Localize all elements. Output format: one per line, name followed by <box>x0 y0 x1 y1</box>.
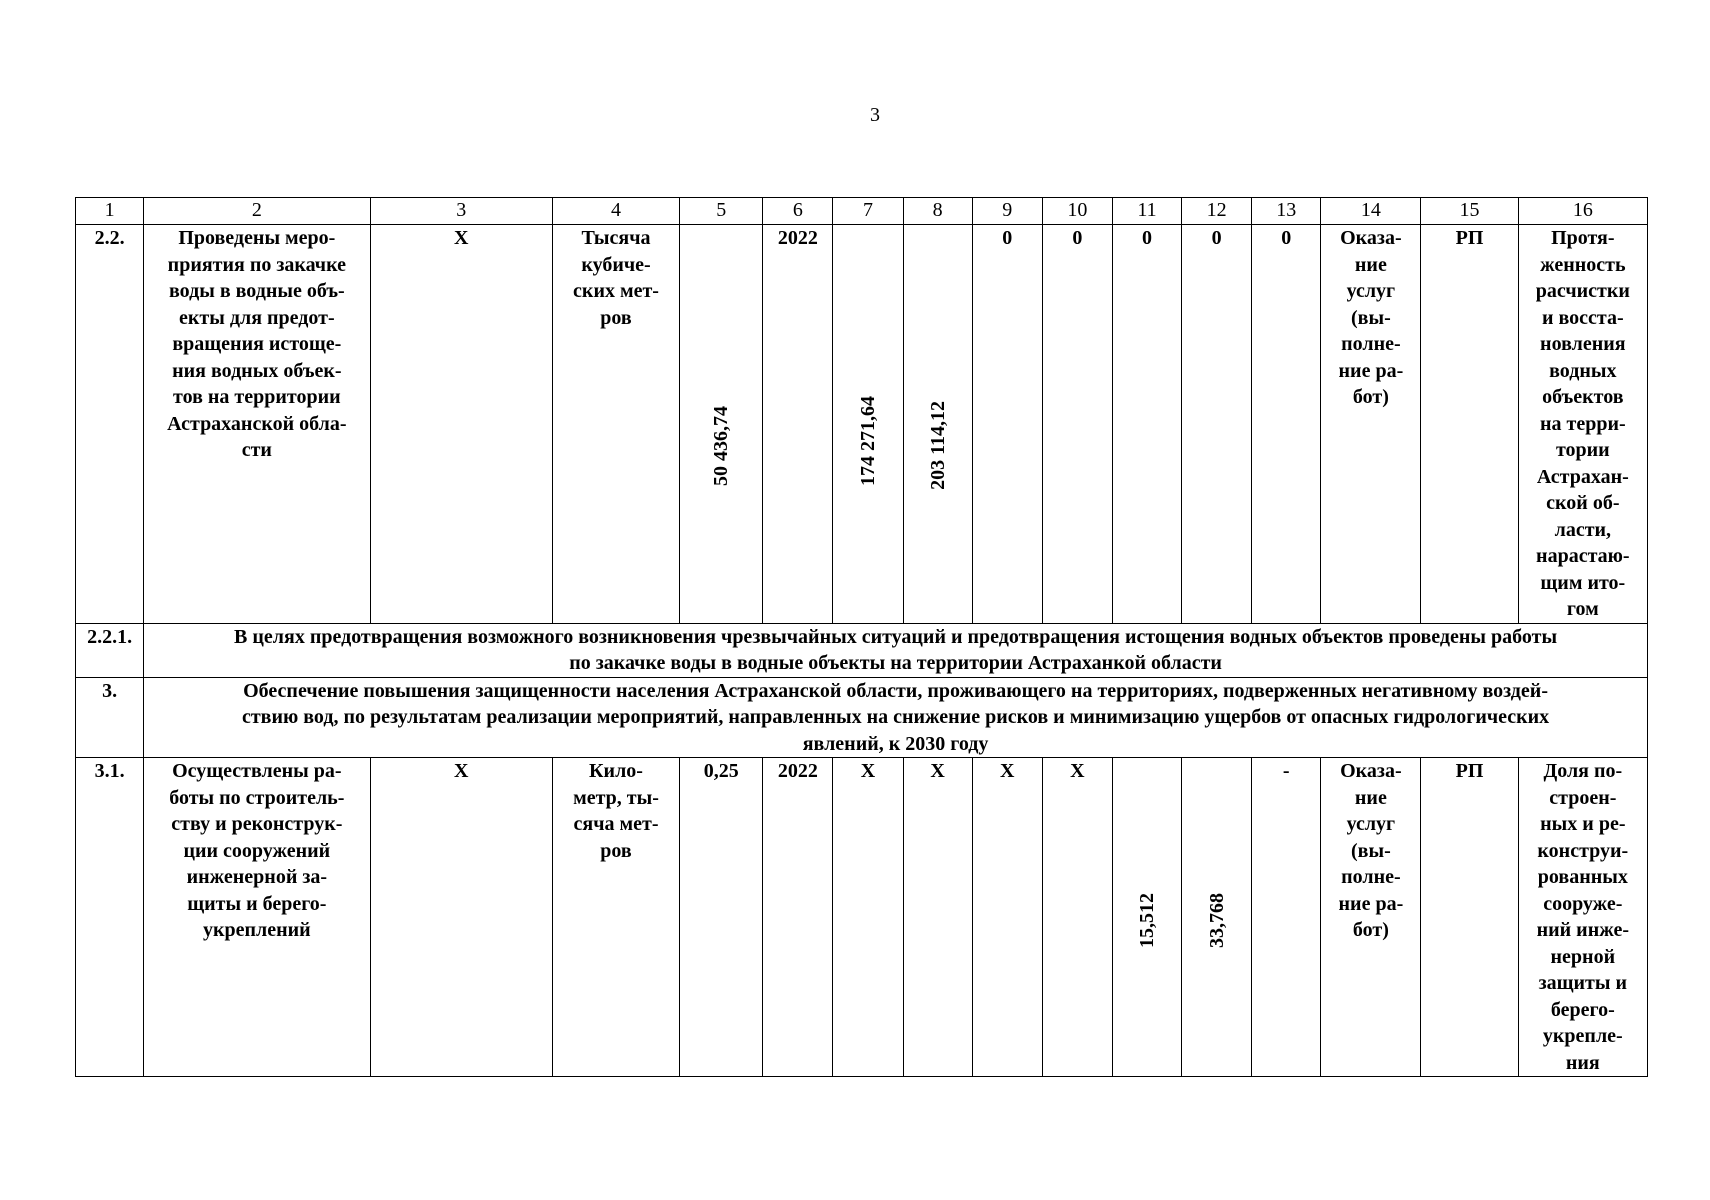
table-row-2-2 <box>76 225 1648 624</box>
value-col-12: 33,768 <box>1205 893 1228 948</box>
unit-of-measure: Кило- метр, ты- сяча мет- ров <box>573 760 659 862</box>
cell-col-7 <box>833 225 903 624</box>
col-number: 13 <box>1252 198 1321 225</box>
value-col-7: 174 271,64 <box>856 395 879 486</box>
col-number: 12 <box>1182 198 1252 225</box>
cell-col-11 <box>1112 758 1181 1077</box>
row-number: 2.2.1. <box>76 623 144 677</box>
indicator-link: Доля по- строен- ных и ре- конструи- рованных сооруже- ний инже- нерной защиты и берего- укрепле- ния <box>1536 760 1630 1074</box>
measure-name: Проведены меро- приятия по закачке воды в водные объ- екты для предот- вращения истоще- ния водных объек- тов на территории Астраханской обла- сти <box>167 227 347 461</box>
col-number: 3 <box>370 198 552 225</box>
cell-col-12 <box>1182 758 1252 1077</box>
indicator-link: Протя- женность расчистки и восста- новления водных объектов на терри- тории Астрахан- ской об- ласти, нарастаю- щим ито- гом <box>1535 227 1630 620</box>
page-number: 3 <box>870 104 880 126</box>
col-number: 10 <box>1042 198 1112 225</box>
cell-col-5: 0,25 <box>680 758 763 1077</box>
table-row-2-2-1 <box>76 623 1648 677</box>
task-description: Обеспечение повышения защищенности населения Астраханской области, проживающего на территориях, подверженных негативному воздей- ствию вод, по результатам реализации мероприятий, направленных на снижение рисков и минимизацию ущербов от опасных гидрологических явлений, к 2030 году <box>241 679 1550 755</box>
col-number: 1 <box>76 198 144 225</box>
col-number: 14 <box>1321 198 1421 225</box>
cell-col-9: 0 <box>972 225 1042 624</box>
measure-name: Осуществлены ра- боты по строитель- ству и реконструк- ции сооружений инженерной за- щиты и берего- укреплений <box>169 760 345 941</box>
cell-col-13: - <box>1252 758 1321 1077</box>
year-cell: 2022 <box>763 758 833 1077</box>
cell-col-12: 0 <box>1182 225 1252 624</box>
value-col-8: 203 114,12 <box>926 400 949 490</box>
cell-col-10: Х <box>1042 758 1112 1077</box>
col-number: 7 <box>833 198 903 225</box>
cell-col-15: РП <box>1421 225 1518 624</box>
year-cell: 2022 <box>763 225 833 624</box>
row-number: 3.1. <box>76 758 144 1077</box>
unit-of-measure: Тысяча кубиче- ских мет- ров <box>573 227 659 329</box>
col-number: 5 <box>680 198 763 225</box>
col-number: 6 <box>763 198 833 225</box>
cell-col-15: РП <box>1421 758 1518 1077</box>
cell-col-3: Х <box>370 225 552 624</box>
cell-col-10: 0 <box>1042 225 1112 624</box>
cell-col-13: 0 <box>1252 225 1321 624</box>
col-number: 11 <box>1112 198 1181 225</box>
cell-col-8 <box>903 225 972 624</box>
col-number: 16 <box>1518 198 1647 225</box>
cell-col-11: 0 <box>1112 225 1181 624</box>
col-number: 2 <box>144 198 370 225</box>
cell-col-8: Х <box>903 758 972 1077</box>
col-number: 9 <box>972 198 1042 225</box>
column-numbers-row <box>76 198 1648 225</box>
value-col-5: 50 436,74 <box>709 405 732 486</box>
col-number: 4 <box>552 198 679 225</box>
table-row-3-1 <box>76 758 1648 1077</box>
col-number: 15 <box>1421 198 1518 225</box>
table-row-3 <box>76 677 1648 758</box>
cell-col-3: Х <box>370 758 552 1077</box>
cell-col-5 <box>680 225 763 624</box>
row-number: 3. <box>76 677 144 758</box>
type-of-result: Оказа- ние услуг (вы- полне- ние ра- бот) <box>1338 760 1404 941</box>
row-number: 2.2. <box>76 225 144 624</box>
indicators-table <box>75 197 1648 1077</box>
value-col-11: 15,512 <box>1135 893 1158 948</box>
cell-col-9: Х <box>972 758 1042 1077</box>
result-description: В целях предотвращения возможного возникновения чрезвычайных ситуаций и предотвращения истощения водных объектов проведены работы по закачке воды в водные объекты на территории Астраханкой области <box>234 625 1558 674</box>
type-of-result: Оказа- ние услуг (вы- полне- ние ра- бот) <box>1338 227 1404 408</box>
col-number: 8 <box>903 198 972 225</box>
cell-col-7: Х <box>833 758 903 1077</box>
